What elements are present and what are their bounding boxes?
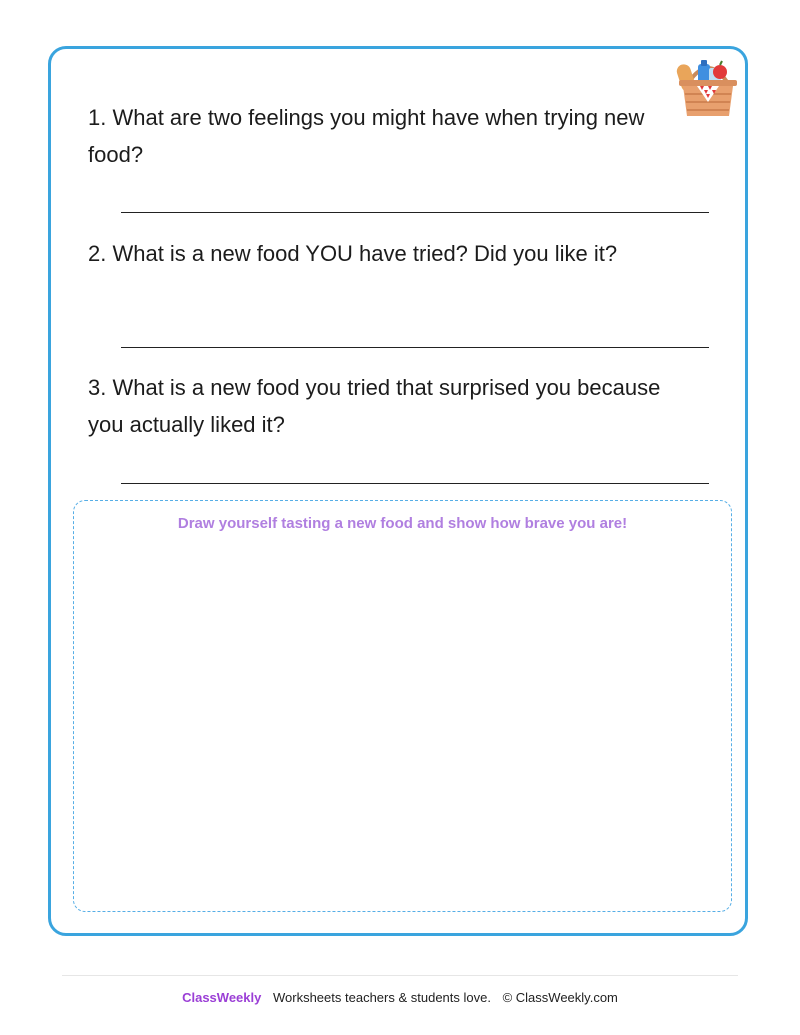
drawing-area[interactable] (73, 500, 732, 912)
footer-copyright: © ClassWeekly.com (502, 990, 618, 1005)
footer-tagline: Worksheets teachers & students love. (272, 990, 491, 1005)
drawing-prompt: Draw yourself tasting a new food and show how brave you are! (177, 515, 628, 532)
question-3: 3. What is a new food you tried that surprised you because you actually liked it? (88, 375, 661, 437)
footer (0, 990, 800, 1005)
answer-line-1[interactable] (121, 212, 709, 213)
footer-brand: ClassWeekly (182, 990, 262, 1005)
question-1: 1. What are two feelings you might have when trying new food? (88, 105, 645, 167)
answer-line-3[interactable] (121, 483, 709, 484)
answer-line-2[interactable] (121, 347, 709, 348)
question-2: 2. What is a new food YOU have tried? Did you like it? (88, 241, 618, 266)
footer-divider (62, 975, 738, 976)
